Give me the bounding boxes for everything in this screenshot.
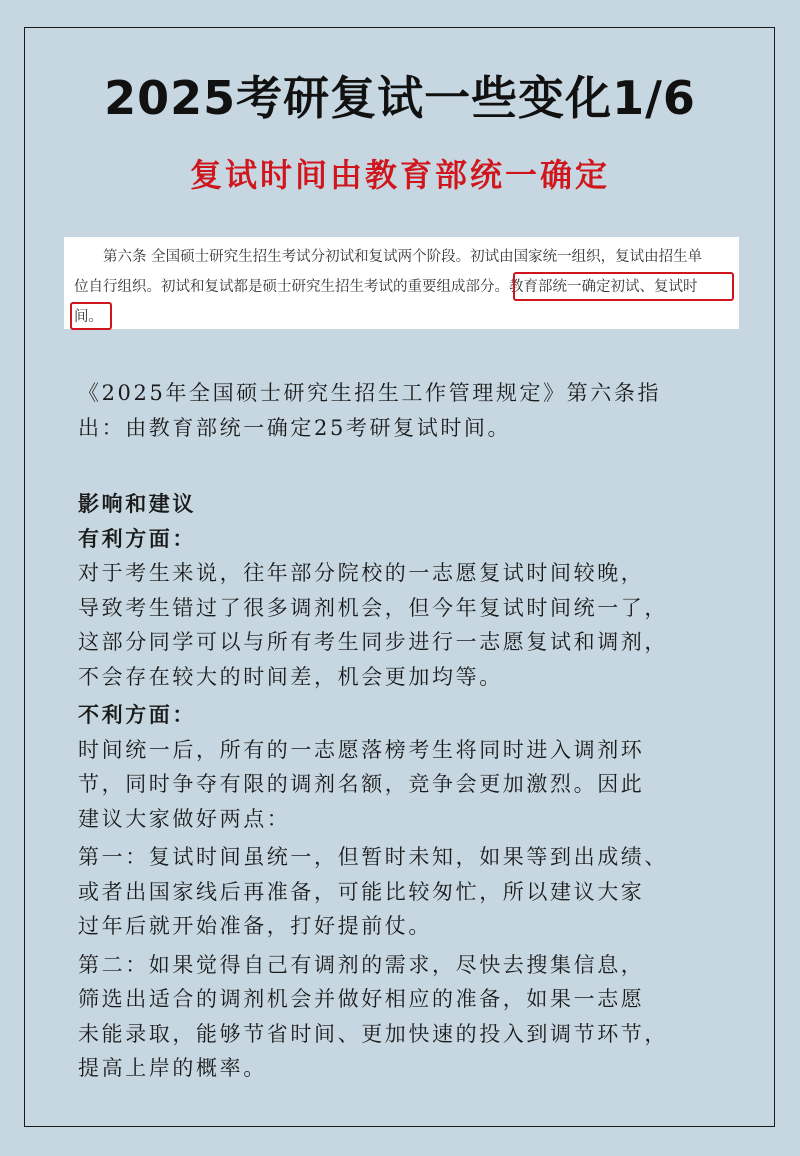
excerpt-line: 位自行组织。初试和复试都是硕士研究生招生考试的重要组成部分。教育部统一确定初试、复试时 xyxy=(74,279,698,295)
excerpt-line: 第六条 全国硕士研究生招生考试分初试和复试两个阶段。初试由国家统一组织，复试由招生单 xyxy=(74,249,703,265)
section-heading: 影响和建议 xyxy=(78,491,196,516)
text-line: 节，同时争夺有限的调剂名额，竞争会更加激烈。因此 xyxy=(78,772,645,796)
text-line: 提高上岸的概率。 xyxy=(78,1056,267,1080)
cons-heading: 不利方面： xyxy=(78,702,196,727)
text-line: 未能录取，能够节省时间、更加快速的投入到调节环节， xyxy=(78,1021,668,1046)
text-line: 过年后就开始准备，打好提前仗。 xyxy=(78,914,432,938)
highlight-box xyxy=(70,302,112,330)
text-line: 第一：复试时间虽统一，但暂时未知，如果等到出成绩、 xyxy=(78,845,668,869)
text-line: 《2025年全国硕士研究生招生工作管理规定》第六条指 xyxy=(78,381,662,405)
text-line: 出：由教育部统一确定25考研复试时间。 xyxy=(78,415,512,440)
text-line: 或者出国家线后再准备，可能比较匆忙，所以建议大家 xyxy=(78,879,645,904)
text-line: 时间统一后，所有的一志愿落榜考生将同时进入调剂环 xyxy=(78,737,645,762)
body-section xyxy=(78,487,758,1086)
text-line: 这部分同学可以与所有考生同步进行一志愿复试和调剂， xyxy=(78,630,668,654)
text-line: 导致考生错过了很多调剂机会，但今年复试时间统一了， xyxy=(78,595,668,620)
intro-paragraph xyxy=(78,376,758,445)
text-line: 筛选出适合的调剂机会并做好相应的准备，如果一志愿 xyxy=(78,987,645,1011)
text-line: 对于考生来说，往年部分院校的一志愿复试时间较晚， xyxy=(78,561,645,585)
highlight-box xyxy=(513,272,734,301)
text-line: 不会存在较大的时间差，机会更加均等。 xyxy=(78,664,503,689)
text-line: 建议大家做好两点： xyxy=(78,806,291,831)
excerpt-line: 间。 xyxy=(74,309,103,325)
text-line: 第二：如果觉得自己有调剂的需求，尽快去搜集信息， xyxy=(78,952,645,977)
page-subtitle: 复试时间由教育部统一确定 xyxy=(189,156,610,194)
page-title: 2025考研复试一些变化1/6 xyxy=(104,71,696,125)
pros-heading: 有利方面： xyxy=(78,525,196,551)
regulation-excerpt-image xyxy=(64,237,739,329)
